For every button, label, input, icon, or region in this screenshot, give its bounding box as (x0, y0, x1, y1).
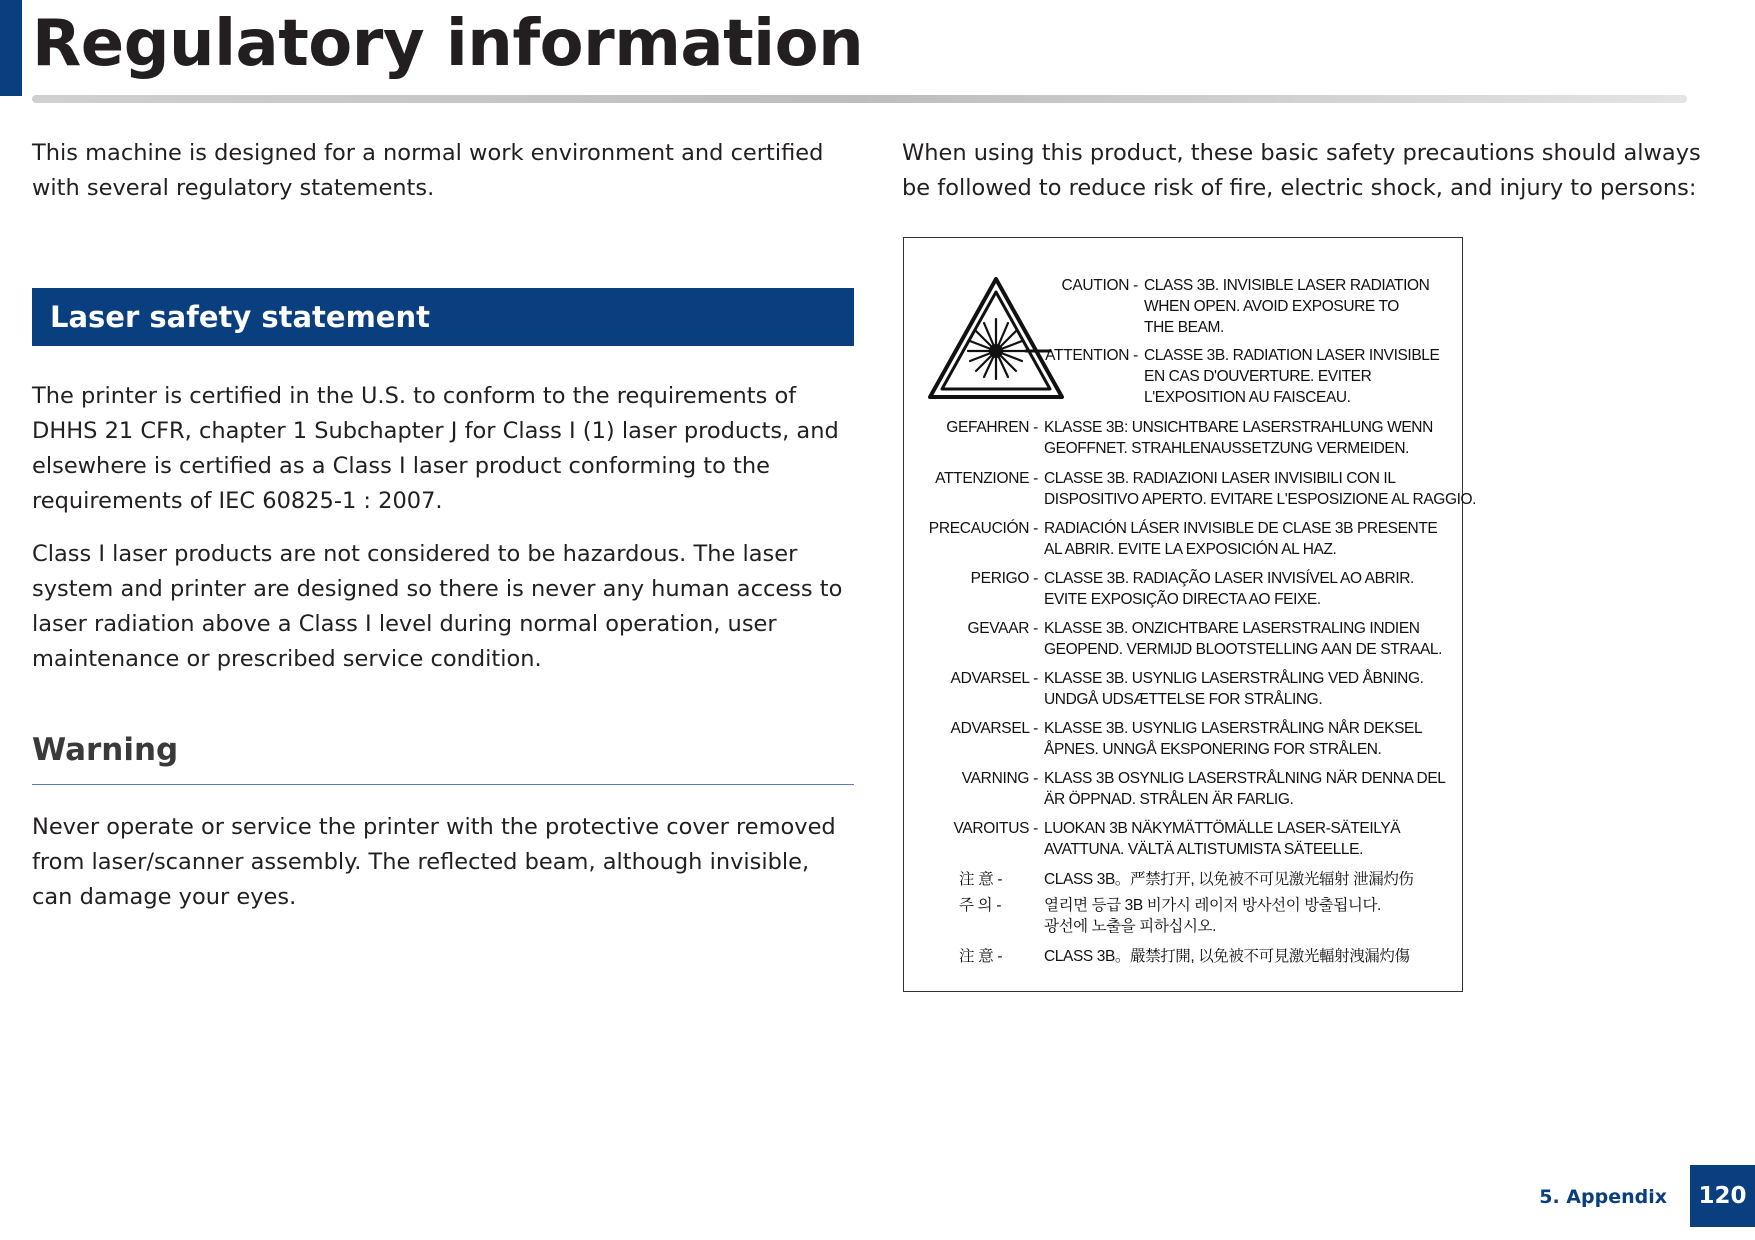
label-head-varning: VARNING - (961, 770, 1038, 787)
label-head-perigo: PERIGO - (970, 570, 1038, 587)
label-body-advarsel-da: KLASSE 3B. USYNLIG LASERSTRÅLING VED ÅBNING. UNDGÅ UDSÆTTELSE FOR STRÅLING. (1044, 670, 1424, 708)
label-head-precaucion: PRECAUCIÓN - (928, 520, 1038, 537)
title-accent-bar (0, 0, 22, 96)
label-body-perigo: CLASSE 3B. RADIAÇÃO LASER INVISÍVEL AO ABRIR. EVITE EXPOSIÇÃO DIRECTA AO FEIXE. (1044, 570, 1414, 608)
label-body-varoitus: LUOKAN 3B NÄKYMÄTTÖMÄLLE LASER-SÄTEILYÄ AVATTUNA. VÄLTÄ ALTISTUMISTA SÄTEELLE. (1044, 820, 1401, 858)
label-head-ko: 주 의 - (959, 897, 1002, 914)
right-column-intro (902, 136, 1702, 206)
warning-header (32, 728, 854, 785)
label-body-gevaar: KLASSE 3B. ONZICHTBARE LASERSTRALING INDIEN GEOPEND. VERMIJD BLOOTSTELLING AAN DE STRAAL. (1044, 620, 1443, 658)
intro-paragraph: This machine is designed for a normal work environment and certified with several regulatory statements. (32, 140, 824, 201)
left-column-intro (32, 136, 854, 206)
laser-section-header (32, 288, 854, 346)
label-head-attenzione: ATTENZIONE - (935, 470, 1038, 487)
label-body-varning: KLASS 3B OSYNLIG LASERSTRÅLNING NÄR DENNA DEL ÄR ÖPPNAD. STRÅLEN ÄR FARLIG. (1044, 770, 1446, 808)
laser-section-heading: Laser safety statement (50, 300, 430, 334)
footer-section-label: 5. Appendix (1539, 1186, 1667, 1208)
page-title: Regulatory information (32, 7, 864, 81)
label-head-varoitus: VAROITUS - (953, 820, 1038, 837)
label-head-gefahren: GEFAHREN - (946, 419, 1038, 436)
label-head-zh-tw: 注 意 - (959, 948, 1003, 965)
page-number-badge: 120 (1690, 1165, 1755, 1227)
label-head-zh-cn: 注 意 - (959, 871, 1003, 888)
label-head-advarsel-no: ADVARSEL - (950, 720, 1038, 737)
laser-section-body (32, 379, 854, 677)
laser-warning-label (903, 237, 1477, 992)
label-head-caution: CAUTION - (1061, 277, 1138, 294)
label-body-ko: 열리면 등급 3B 비가시 레이저 방사선이 방출됩니다. 광선에 노출을 피하십시오. (1044, 897, 1381, 935)
label-body-attenzione: CLASSE 3B. RADIAZIONI LASER INVISIBILI CON IL DISPOSITIVO APERTO. EVITARE L'ESPOSIZIONE AL RAGGIO. (1044, 470, 1477, 508)
label-body-precaucion: RADIACIÓN LÁSER INVISIBLE DE CLASE 3B PRESENTE AL ABRIR. EVITE LA EXPOSICIÓN AL HAZ. (1044, 520, 1438, 558)
laser-paragraph-2: Class I laser products are not considered to be hazardous. The laser system and printer are designed so there is never any human access to laser radiation above a Class I level during normal operation, user maintenance or prescribed service condition. (32, 541, 843, 672)
label-body-attention: CLASSE 3B. RADIATION LASER INVISIBLE EN CAS D'OUVERTURE. EVITER L'EXPOSITION AU FAISCEAU. (1144, 347, 1440, 406)
label-head-advarsel-da: ADVARSEL - (950, 670, 1038, 687)
label-body-zh-cn: CLASS 3B。严禁打开, 以免被不可见激光辐射 泄漏灼伤 (1044, 871, 1414, 888)
safety-intro-paragraph: When using this product, these basic safety precautions should always be followed to reduce risk of fire, electric shock, and injury to persons: (902, 140, 1701, 201)
warning-heading: Warning (32, 732, 179, 768)
label-head-attention: ATTENTION - (1045, 347, 1138, 364)
label-body-caution: CLASS 3B. INVISIBLE LASER RADIATION WHEN OPEN. AVOID EXPOSURE TO THE BEAM. (1144, 277, 1430, 336)
label-body-advarsel-no: KLASSE 3B. USYNLIG LASERSTRÅLING NÅR DEKSEL ÅPNES. UNNGÅ EKSPONERING FOR STRÅLEN. (1044, 720, 1423, 758)
warning-body (32, 810, 854, 915)
laser-paragraph-1: The printer is certified in the U.S. to conform to the requirements of DHHS 21 CFR, chapter 1 Subchapter J for Class I (1) laser products, and elsewhere is certified as a Class I laser product conforming to the requirements of IEC 60825-1 : 2007. (32, 383, 839, 514)
label-head-gevaar: GEVAAR - (967, 620, 1038, 637)
warning-paragraph: Never operate or service the printer with the protective cover removed from laser/scanner assembly. The reflected beam, although invisible, can damage your eyes. (32, 814, 836, 910)
label-body-gefahren: KLASSE 3B: UNSICHTBARE LASERSTRAHLUNG WENN GEOFFNET. STRAHLENAUSSETZUNG VERMEIDEN. (1044, 419, 1433, 457)
title-divider (32, 95, 1687, 103)
label-body-zh-tw: CLASS 3B。嚴禁打開, 以免被不可見激光輻射洩漏灼傷 (1044, 948, 1410, 965)
